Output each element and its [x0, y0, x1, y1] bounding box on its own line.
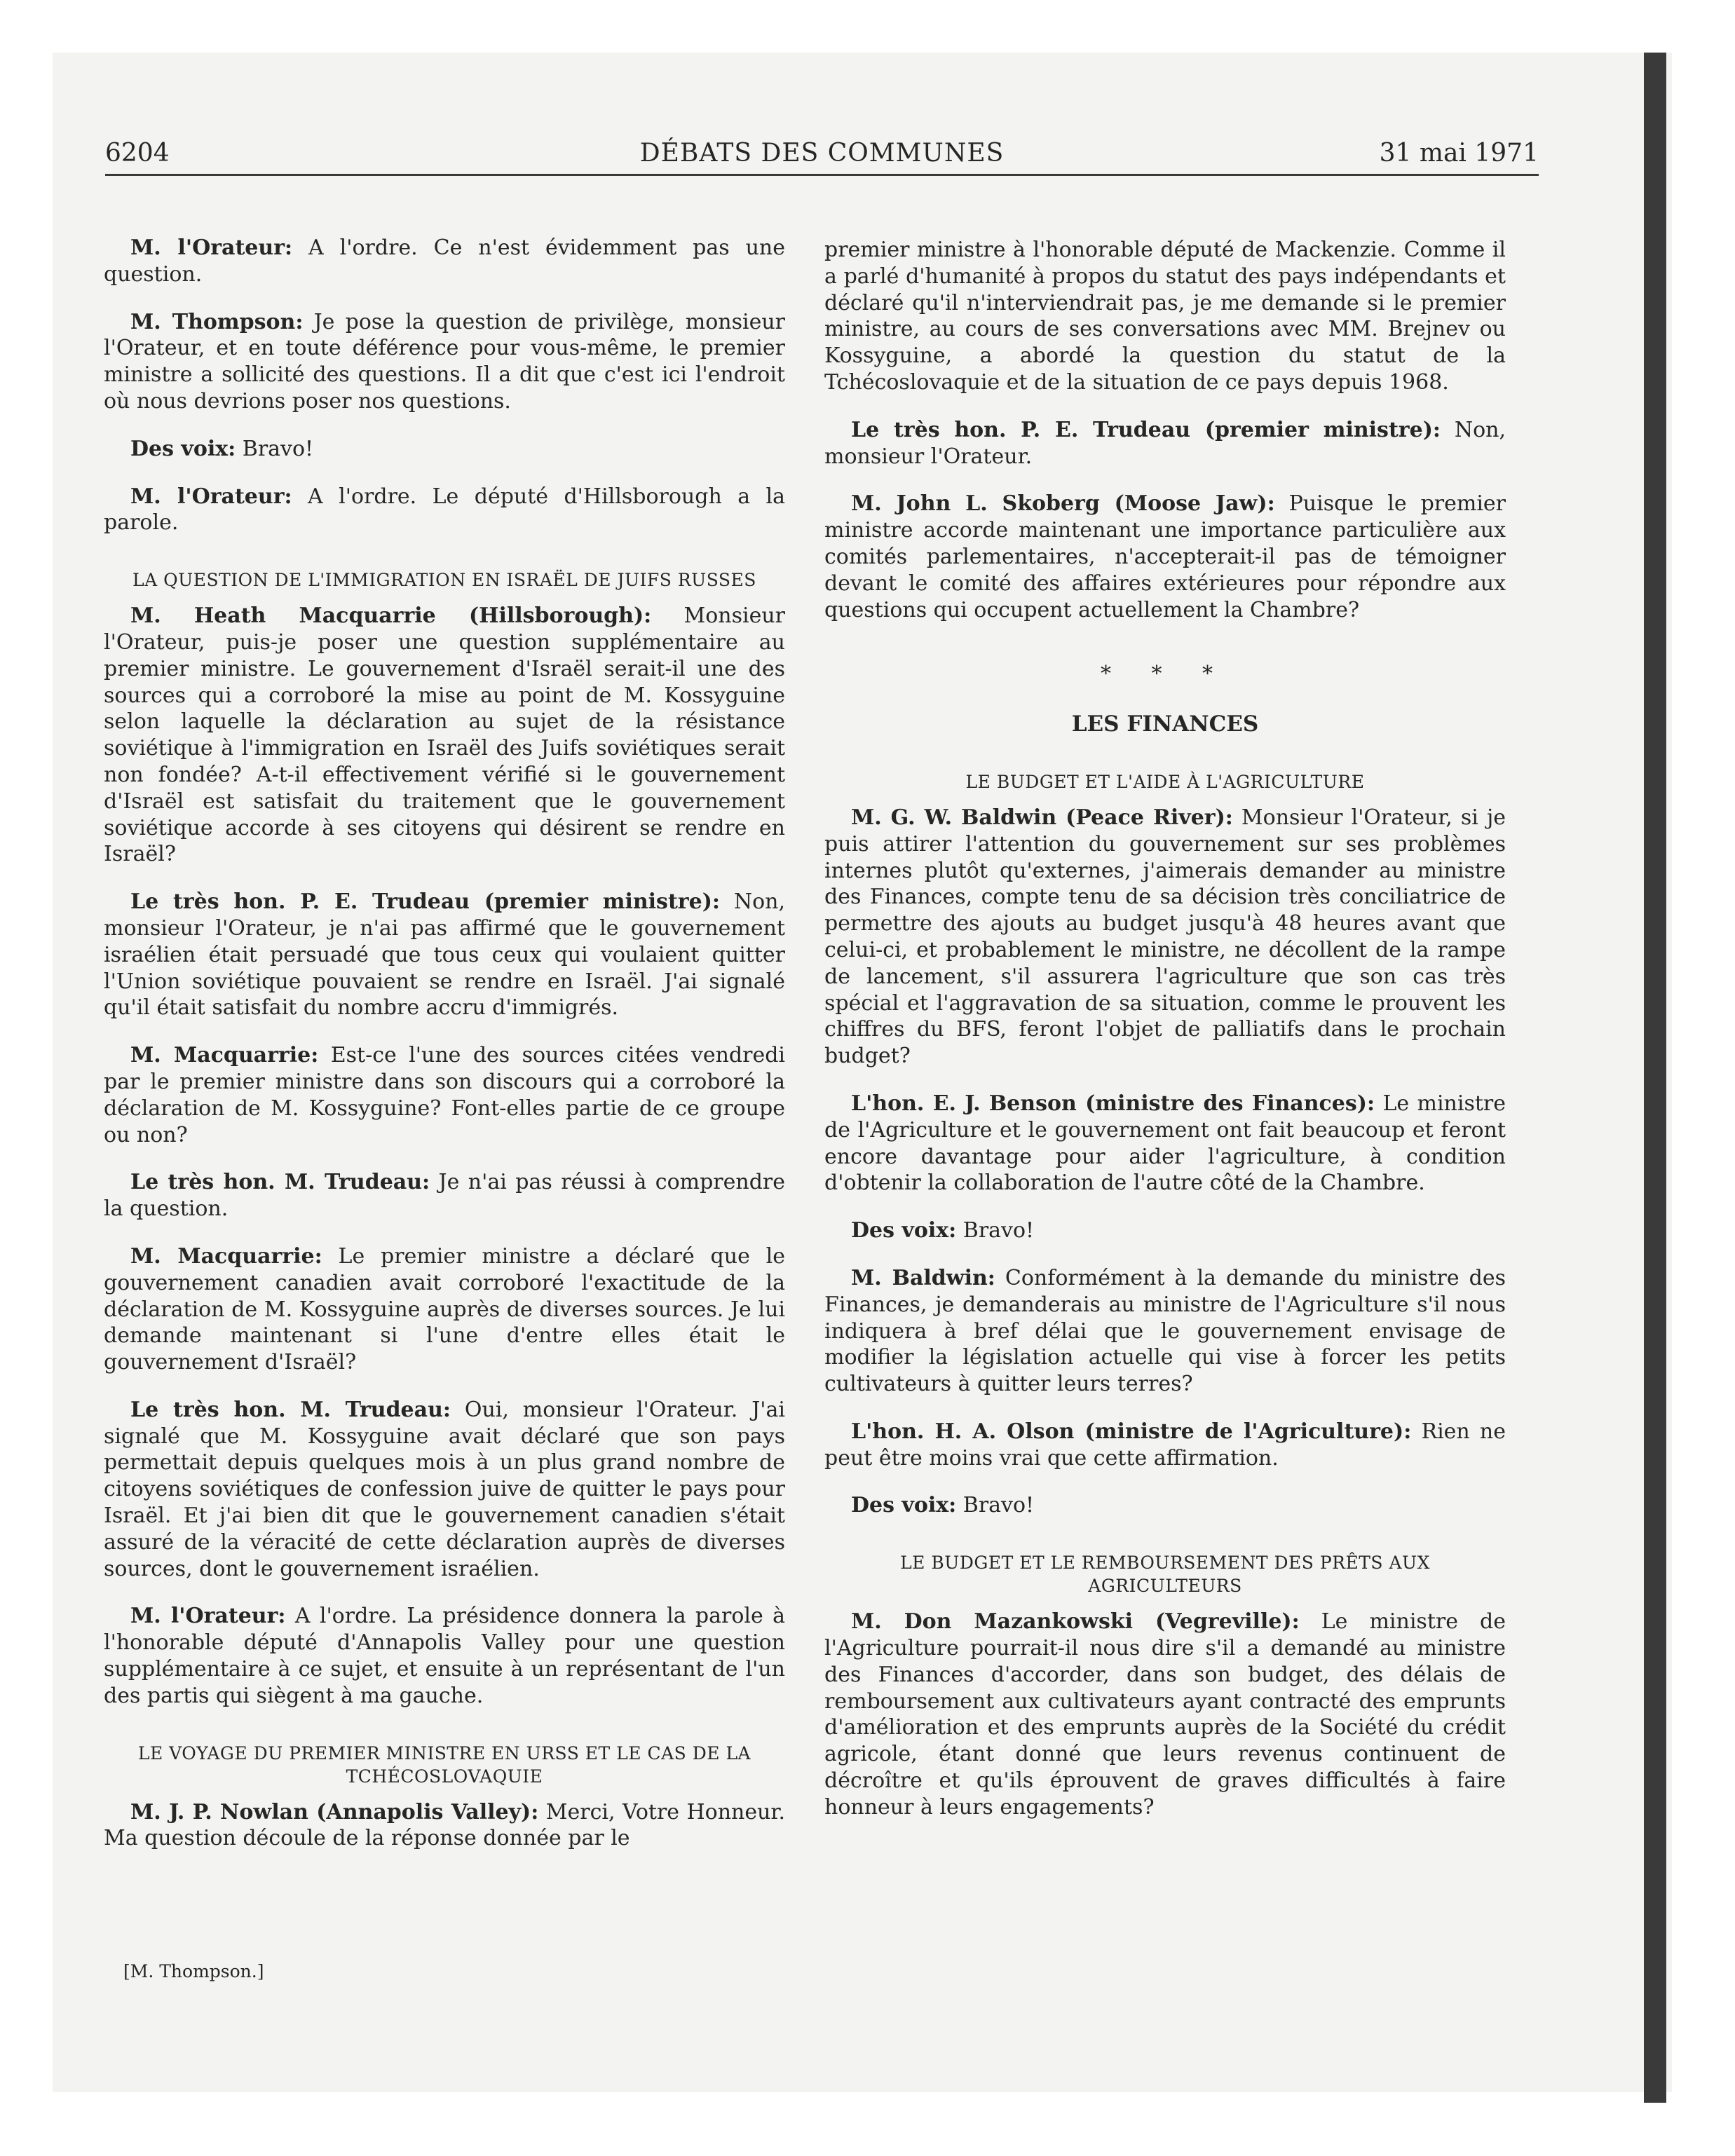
speaker-name: M. Macquarrie:: [130, 1243, 322, 1269]
speech-text: A l'ordre. Ce n'est évidemment pas une question.: [104, 236, 785, 287]
speech-paragraph: [104, 1243, 785, 1376]
speaker-name: Des voix:: [851, 1493, 957, 1518]
speech-paragraph: [104, 484, 785, 537]
running-title: DÉBATS DES COMMUNES: [639, 139, 1005, 168]
speech-text: premier ministre à l'honorable député de Mackenzie. Comme il a parlé d'humanité à propos du statut des pays indépendants et déclaré qu'il n'interviendrait pas, je me demande si le premier ministre, au cours de ses conversations avec MM. Brejnev ou Kossyguine, a abordé la question du statut de la Tchécoslovaquie et de la situation de ce pays depuis 1968.: [824, 238, 1506, 395]
speech-paragraph: [104, 603, 785, 868]
speaker-name: M. Thompson:: [130, 309, 304, 334]
speech-paragraph: [824, 417, 1506, 470]
speech-text: A l'ordre. La présidence donnera la parole à l'honorable député d'Annapolis Valley pour une question supplémentaire à ce sujet, et ensuite à un représentant de l'un des partis qui siègent à ma gauche.: [104, 1604, 785, 1708]
speech-paragraph: [824, 1091, 1506, 1196]
right-column: [824, 237, 1506, 1842]
speech-paragraph: [824, 1609, 1506, 1820]
speaker-name: M. l'Orateur:: [130, 236, 293, 260]
speech-text: Oui, monsieur l'Orateur. J'ai signalé que M. Kossyguine avait déclaré que son pays permettait depuis quelques mois à un plus grand nombre de citoyens soviétiques de confession juive de quitter le pays pour Israël. Et j'ai bien dit que le gouvernement canadien s'était assuré de la véracité de cette déclaration auprès de diverses sources, dont le gouvernement israélien.: [104, 1397, 785, 1581]
speaker-name: L'hon. H. A. Olson (ministre de l'Agriculture):: [851, 1419, 1412, 1444]
speech-paragraph: [824, 237, 1506, 396]
footer-speaker-ref: [M. Thompson.]: [123, 1961, 264, 1981]
speech-text: Non, monsieur l'Orateur.: [824, 417, 1506, 469]
speaker-name: Des voix:: [130, 436, 236, 461]
speech-text: Monsieur l'Orateur, puis-je poser une question supplémentaire au premier ministre. Le gouvernement d'Israël serait-il une des sources qui a corroboré la mise au point de M. Kossyguine selon laquelle la déclaration au sujet de la résistance soviétique à l'immigration en Israël des Juifs soviétiques serait non fondée? A-t-il effectivement vérifié si le gouvernement d'Israël est satisfait du traitement que le gouvernement soviétique accorde à ses citoyens qui désirent se rendre en Israël?: [104, 603, 786, 867]
speech-paragraph: [104, 436, 785, 463]
section-heading: LA QUESTION DE L'IMMIGRATION EN ISRAËL DE JUIFS RUSSES: [132, 570, 756, 591]
speech-paragraph: [104, 889, 785, 1021]
section-heading: LE BUDGET ET LE REMBOURSEMENT DES PRÊTS AUX AGRICULTEURS: [900, 1553, 1430, 1597]
speaker-name: Le très hon. M. Trudeau:: [130, 1397, 451, 1422]
speech-paragraph: [824, 491, 1506, 623]
speech-text: Bravo!: [236, 436, 314, 461]
speech-paragraph: [824, 805, 1506, 1070]
speech-text: Est-ce l'une des sources citées vendredi par le premier ministre dans son discours qui a corroboré la déclaration de M. Kossyguine? Font-elles partie de ce groupe ou non?: [104, 1043, 785, 1147]
speech-text: Merci, Votre Honneur. Ma question découle de la réponse donnée par le: [104, 1799, 785, 1851]
speech-text: Non, monsieur l'Orateur, je n'ai pas affirmé que le gouvernement israélien était persuadé que tous ceux qui voulaient quitter l'Union soviétique pouvaient se rendre en Israël. J'ai signalé qu'il était satisfait du nombre accru d'immigrés.: [104, 889, 785, 1021]
speech-text: A l'ordre. Le député d'Hillsborough a la parole.: [104, 484, 785, 535]
section-heading: LE VOYAGE DU PREMIER MINISTRE EN URSS ET LE CAS DE LA TCHÉCOSLOVAQUIE: [137, 1742, 751, 1787]
speech-paragraph: [104, 1799, 785, 1853]
speech-text: Bravo!: [956, 1218, 1035, 1243]
section-separator: * * *: [1100, 662, 1230, 687]
page-number: 6204: [105, 139, 170, 168]
speech-text: Je n'ai pas réussi à comprendre la question.: [104, 1170, 785, 1222]
speaker-name: M. Don Mazankowski (Vegreville):: [851, 1609, 1300, 1635]
speaker-name: M. G. W. Baldwin (Peace River):: [851, 805, 1233, 830]
speech-text: Conformément à la demande du ministre des Finances, je demanderais au ministre de l'Agriculture s'il nous indiquera à bref délai que le gouvernement envisage de modifier la législation actuelle qui vise à forcer les petits cultivateurs à quitter leurs terres?: [824, 1265, 1506, 1397]
speech-text: Monsieur l'Orateur, si je puis attirer l'attention du gouvernement sur ses problèmes internes plutôt qu'externes, j'aimerais demander au ministre des Finances, compte tenu de sa décision très conciliatrice de permettre des ajouts au budget jusqu'à 48 heures avant que celui-ci, et probablement le ministre, ne décollent de la rampe de lancement, s'il assurera l'agriculture que son cas très spécial et l'aggravation de sa situation, comme le prouvent les chiffres du BFS, feront l'objet de palliatifs dans le prochain budget?: [824, 805, 1506, 1069]
speech-paragraph: [824, 1419, 1506, 1472]
speaker-name: Le très hon. P. E. Trudeau (premier ministre):: [851, 417, 1441, 442]
speech-text: Le ministre de l'Agriculture pourrait-il nous dire s'il a demandé au ministre des Finances d'accorder, dans son budget, des délais de remboursement aux cultivateurs ayant contracté des emprunts d'amélioration et des emprunts auprès de la Société du crédit agricole, étant donné que leurs revenus continuent de décroître et qu'ils éprouvent de graves difficultés à faire honneur à leurs engagements?: [824, 1609, 1506, 1820]
speech-paragraph: [104, 1603, 785, 1709]
page-header: [105, 139, 1539, 176]
speaker-name: M. l'Orateur:: [130, 1604, 286, 1629]
speaker-name: M. Heath Macquarrie (Hillsborough):: [130, 603, 652, 629]
speaker-name: M. John L. Skoberg (Moose Jaw):: [851, 491, 1275, 517]
speech-text: Le ministre de l'Agriculture et le gouvernement ont fait beaucoup et feront encore davantage pour aider l'agriculture, à condition d'obtenir la collaboration de l'autre côté de la Chambre.: [824, 1091, 1506, 1196]
section-heading: LE BUDGET ET L'AIDE À L'AGRICULTURE: [965, 771, 1365, 792]
speaker-name: M. Macquarrie:: [130, 1043, 319, 1068]
speech-text: Puisque le premier ministre accorde maintenant une importance particulière aux comités parlementaires, n'accepterait-il pas de témoigner devant le comité des affaires extérieures pour répondre aux questions qui occupent actuellement la Chambre?: [824, 491, 1506, 622]
speaker-name: Le très hon. P. E. Trudeau (premier ministre):: [130, 889, 720, 915]
speaker-name: M. l'Orateur:: [130, 484, 292, 509]
speech-text: Rien ne peut être moins vrai que cette affirmation.: [824, 1419, 1506, 1471]
speech-paragraph: [104, 235, 785, 288]
left-column: [104, 235, 785, 1873]
speaker-name: M. J. P. Nowlan (Annapolis Valley):: [130, 1799, 539, 1824]
speech-paragraph: [824, 1217, 1506, 1244]
speaker-name: L'hon. E. J. Benson (ministre des Finances):: [851, 1091, 1375, 1116]
speech-text: Le premier ministre a déclaré que le gouvernement canadien avait corroboré l'exactitude de la déclaration de M. Kossyguine auprès de diverses sources. Je lui demande maintenant si l'une d'entre elles était le gouvernement d'Israël?: [104, 1243, 785, 1375]
section-title: LES FINANCES: [1071, 711, 1259, 737]
speaker-name: Des voix:: [851, 1218, 957, 1243]
speech-paragraph: [104, 309, 785, 415]
speech-text: Je pose la question de privilège, monsieur l'Orateur, et en toute déférence pour vous-même, le premier ministre a sollicité des questions. Il a dit que c'est ici l'endroit où nous devrions poser nos questions.: [104, 309, 785, 414]
speech-text: Bravo!: [956, 1493, 1035, 1518]
speaker-name: M. Baldwin:: [851, 1265, 995, 1290]
speech-paragraph: [824, 1265, 1506, 1398]
page-date: 31 mai 1971: [1379, 139, 1539, 168]
speech-paragraph: [104, 1169, 785, 1222]
speech-paragraph: [824, 1492, 1506, 1519]
scan-binding-edge: [1644, 53, 1666, 2103]
speech-paragraph: [104, 1042, 785, 1148]
speaker-name: Le très hon. M. Trudeau:: [130, 1170, 430, 1195]
speech-paragraph: [104, 1397, 785, 1583]
